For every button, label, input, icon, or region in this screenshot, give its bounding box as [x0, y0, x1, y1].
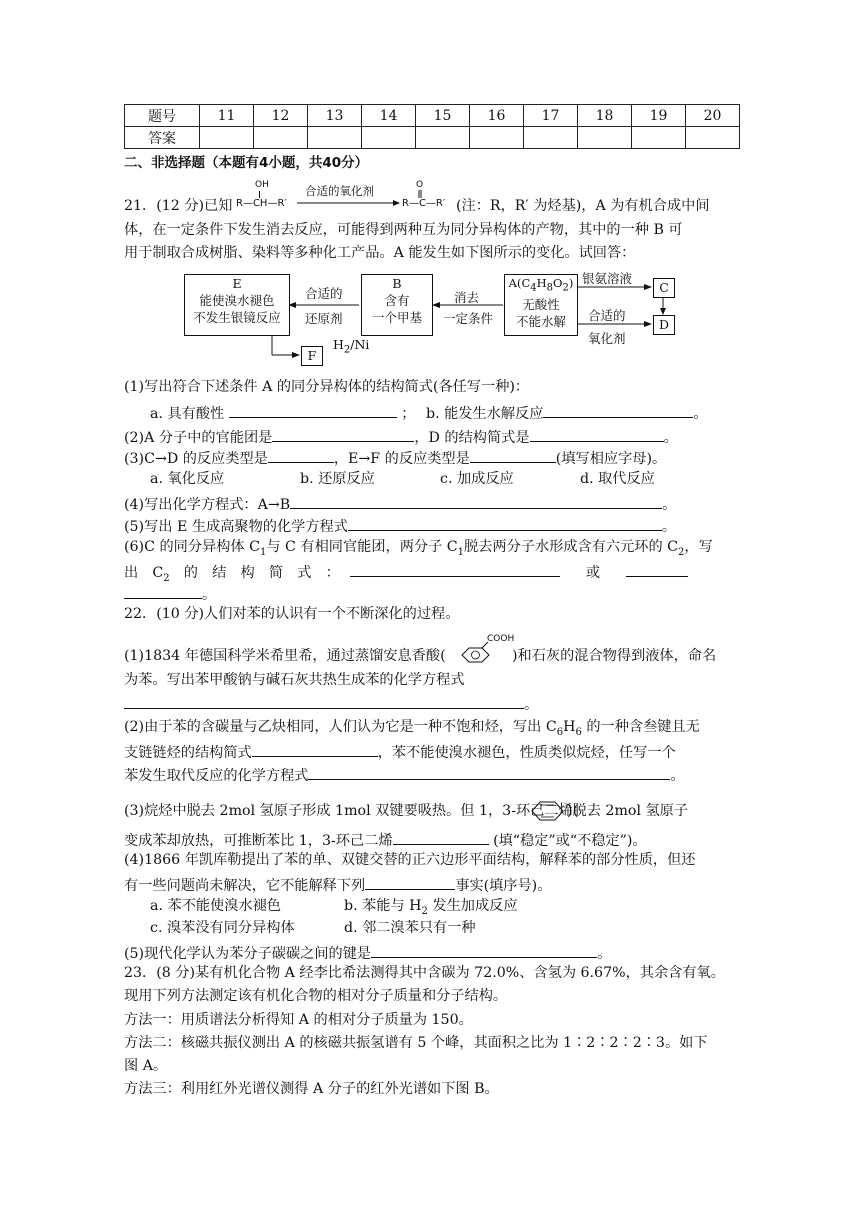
table-cell-number: 14 [362, 105, 416, 127]
q23-line1: 23．(8 分)某有机化合物 A 经李比希法测得其中含碳为 72.0%、含氢为 6.67%，其余含有氧。 [124, 965, 725, 981]
answer-blank[interactable] [393, 828, 489, 845]
arrow-ab-bottom: 一定条件 [443, 311, 494, 326]
q22-opt-a: a. 苯不能使溴水褪色 [150, 898, 281, 914]
q21-p5: (5)写出 E 生成高聚物的化学方程式 。 [124, 514, 676, 538]
node-b-line1: 含有 [384, 293, 410, 308]
q21-p1a-label: a. 具有酸性 [150, 406, 225, 422]
q21-opt-a: a. 氧化反应 [150, 471, 225, 487]
q23-method2-line2: 图 A。 [124, 1058, 168, 1074]
answer-blank[interactable] [365, 873, 455, 890]
q21-p2a-label: (2)A 分子中的官能团是 [124, 430, 273, 446]
q21-p2b-label: ，D 的结构简式是 [414, 430, 530, 446]
q23-method1: 方法一：用质谱法分析得知 A 的相对分子质量为 150。 [124, 1012, 473, 1028]
q22-p3-line1a: (3)烷烃中脱去 2mol 氢原子形成 1mol 双键要吸热。但 1，3-环己二烯( [124, 803, 579, 819]
q21-p2: (2)A 分子中的官能团是 ，D 的结构简式是 。 [124, 425, 678, 449]
q21-intro: 21．(12 分)已知 [124, 198, 233, 214]
q21-p5-label: (5)写出 E 生成高聚物的化学方程式 [124, 519, 348, 535]
node-a-formula: $A(C_4H_8O_2)$ [508, 276, 574, 294]
q22-p4-l2b: 事实(填序号)。 [455, 878, 552, 894]
table-cell-number: 12 [254, 105, 308, 127]
node-e-title: E [232, 276, 242, 291]
q22-p4-line2 [124, 873, 551, 897]
reaction-reactant: R—CH—R′ [236, 198, 287, 209]
arrow-be-top: 合适的 [305, 286, 343, 301]
q22-p4-l2a: 有一些问题尚未解决，它不能解释下列 [124, 878, 366, 894]
q21-p6-line2: 出 $C_2$ 的 结 构 简 式 ： 或 [124, 560, 688, 589]
q22-p1-a: (1)1834 年德国科学米希里希，通过蒸馏安息香酸( [124, 648, 446, 664]
q21-p3c-label: (填写相应字母)。 [555, 451, 667, 467]
q22-opt-b: b. 苯能与 $H_2$ 发生加成反应 [344, 898, 518, 917]
table-cell-number: 16 [470, 105, 524, 127]
q22-opt-c: c. 溴苯没有同分异构体 [150, 920, 295, 936]
q21-p1b-label: b. 能发生水解反应 [425, 406, 544, 422]
arrow-ad-top: 合适的 [588, 308, 626, 323]
q21-p4-label: (4)写出化学方程式：A→B [124, 497, 291, 513]
q21-opt-b: b. 还原反应 [300, 471, 375, 487]
reaction-o: O [416, 180, 424, 190]
q22-p2-line1: (2)由于苯的含碳量与乙炔相同，人们认为它是一种不饱和烃，写出 $C_6H_6$ 的一种含叁键且无 [124, 719, 700, 738]
q22-p1-blank: 。 [124, 692, 538, 716]
node-d: D [653, 315, 675, 335]
separator: ； [401, 406, 416, 422]
table-answer-label: 答案 [125, 127, 200, 149]
table-cell-number: 18 [578, 105, 632, 127]
reaction-reagent: 合适的氧化剂 [305, 184, 374, 198]
arrow-ad-bottom: 氧化剂 [588, 331, 626, 346]
answer-blank[interactable] [371, 941, 597, 958]
node-f: F [301, 346, 323, 366]
q23-method2-line1: 方法二：核磁共振仪测出 A 的核磁共振氢谱有 5 个峰，其面积之比为 1∶2∶2∶2∶3。如下 [124, 1035, 708, 1051]
q22-p2-l2b: ，苯不能使溴水褪色，性质类似烷烃，任写一个 [377, 745, 676, 761]
q22-title: 22．(10 分)人们对苯的认识有一个不断深化的过程。 [124, 606, 460, 622]
q22-p5-label: (5)现代化学认为苯分子碳碳之间的键是 [124, 946, 372, 962]
q22-p2-l2a: 支链链烃的结构简式 [124, 745, 252, 761]
arrow-ac-label: 银氨溶液 [582, 271, 633, 286]
table-header-label: 题号 [125, 105, 200, 127]
q21-p1-answers: a. 具有酸性 ； b. 能发生水解反应 。 [150, 401, 708, 425]
q21-p6-or: 或 [585, 565, 601, 581]
node-c: C [653, 278, 675, 298]
node-b-line2: 一个甲基 [371, 310, 422, 325]
reaction-product: R—C—R′ [402, 198, 446, 209]
table-cell-number: 15 [416, 105, 470, 127]
q22-opt-d: d. 邻二溴苯只有一种 [344, 920, 476, 936]
q23-line2: 现用下列方法测定该有机化合物的相对分子质量和分子结构。 [124, 988, 508, 1004]
q21-p3b-label: ，E→F 的反应类型是 [333, 451, 470, 467]
node-e-line1: 能使溴水褪色 [199, 293, 275, 308]
q21-p6-line1: (6)C 的同分异构体 $C_1$与 C 有相同官能团，两分子 $C_1$脱去两分子水形成含有六元环的 $C_2$，写 [124, 539, 713, 558]
section-title: 二、非选择题（本题有4小题，共40分） [124, 155, 369, 171]
node-a-line2: 不能水解 [515, 314, 566, 330]
table-cell-number: 19 [632, 105, 686, 127]
q22-p1-b: )和石灰的混合物得到液体，命名 [512, 648, 717, 664]
q21-p1: (1)写出符合下述条件 A 的同分异构体的结构简式(各任写一种)： [124, 379, 530, 395]
q22-p1-line2: 为苯。写出苯甲酸钠与碱石灰共热生成苯的化学方程式 [124, 672, 465, 688]
q23-method3: 方法三：利用红外光谱仪测得 A 分子的红外光谱如下图 B。 [124, 1081, 499, 1097]
arrow-ab-top: 消去 [454, 290, 480, 305]
q22-p3-line1b: )脱去 2mol 氢原子 [567, 803, 689, 819]
arrow-be-bottom: 还原剂 [305, 311, 343, 326]
q21-opt-d: d. 取代反应 [580, 471, 655, 487]
q22-p5: (5)现代化学认为苯分子碳碳之间的键是 。 [124, 941, 611, 965]
arrow-ef-label: $H_2/Ni$ [333, 337, 370, 356]
node-b-title: B [392, 276, 402, 291]
node-a-line1: 无酸性 [522, 297, 560, 313]
q21-p6-line3: 。 [124, 582, 216, 606]
node-e-line2: 不发生银镜反应 [193, 310, 281, 325]
q22-p3-l2a: 变成苯却放热，可推断苯比 1，3-环己二烯 [124, 833, 393, 849]
table-cell-number: 17 [524, 105, 578, 127]
q21-note: (注：R，R′ 为烃基)，A 为有机合成中间 [456, 198, 710, 214]
q21-line2: 体，在一定条件下发生消去反应，可能得到两种互为同分异构体的产物，其中的一种 B 可 [124, 222, 683, 238]
q21-line3: 用于制取合成树脂、染料等多种化工产品。A 能发生如下图所示的变化。试回答： [124, 245, 636, 261]
reaction-oh: OH [255, 180, 269, 190]
q22-p3-line2 [124, 828, 647, 852]
q21-p4: (4)写出化学方程式：A→B 。 [124, 492, 676, 516]
table-cell-number: 20 [686, 105, 740, 127]
q22-p2-line3: 苯发生取代反应的化学方程式 。 [124, 763, 685, 787]
q21-p3a-label: (3)C→D 的反应类型是 [124, 451, 268, 467]
table-cell-number: 13 [308, 105, 362, 127]
q22-p4-line1: (4)1866 年凯库勒提出了苯的单、双键交替的正六边形平面结构，解释苯的部分性质，但还 [124, 852, 696, 868]
cooh-label: COOH [487, 634, 515, 644]
q21-opt-c: c. 加成反应 [440, 471, 514, 487]
q22-p3-l2b: (填“稳定”或“不稳定”)。 [493, 833, 647, 849]
q22-p2-l3: 苯发生取代反应的化学方程式 [124, 768, 309, 784]
table-cell-number: 11 [200, 105, 254, 127]
